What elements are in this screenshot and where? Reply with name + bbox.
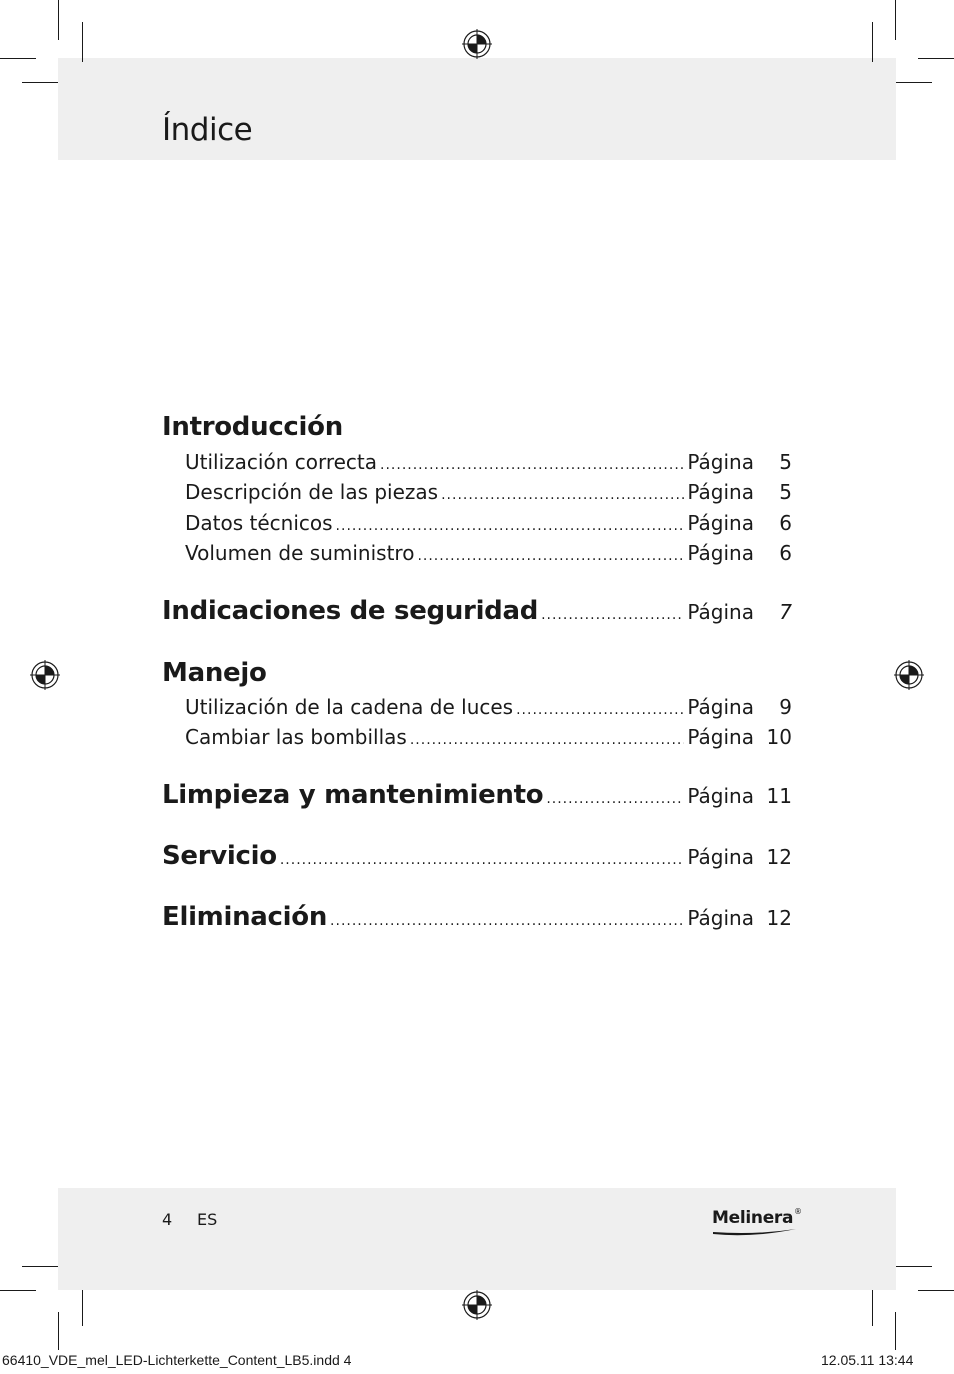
crop-mark-icon	[82, 22, 83, 62]
footer-language: ES	[197, 1210, 218, 1229]
dot-leader	[330, 913, 684, 929]
crop-mark-icon	[895, 0, 896, 40]
dot-leader	[417, 548, 684, 564]
crop-mark-icon	[22, 1266, 58, 1267]
registration-mark-icon	[30, 660, 60, 690]
slug-filename: 66410_VDE_mel_LED-Lichterkette_Content_LB5.indd 4	[2, 1352, 352, 1368]
toc-page-number: 7	[779, 600, 792, 624]
toc-heading-introduccion: Introducción	[162, 412, 343, 442]
toc-page-label: Página	[687, 906, 754, 930]
toc-entry-servicio[interactable]	[162, 841, 792, 881]
toc-page-number: 9	[779, 695, 792, 719]
toc-page-label: Página	[687, 725, 754, 749]
brand-logo	[712, 1208, 802, 1242]
toc-entry-label: Utilización de la cadena de luces	[185, 695, 514, 719]
toc-page-number: 5	[779, 480, 792, 504]
registration-mark-icon	[894, 660, 924, 690]
toc-page-number: 12	[766, 906, 792, 930]
brand-logo-text: Melinera	[712, 1208, 794, 1228]
toc-entry-label: Descripción de las piezas	[185, 480, 439, 504]
toc-page-number: 10	[766, 725, 792, 749]
toc-entry-label: Volumen de suministro	[185, 541, 415, 565]
toc-page-label: Página	[687, 845, 754, 869]
crop-mark-icon	[872, 1290, 873, 1326]
crop-mark-icon	[58, 1312, 59, 1350]
toc-page-label: Página	[687, 511, 754, 535]
toc-page-number: 12	[766, 845, 792, 869]
crop-mark-icon	[895, 1312, 896, 1350]
dot-leader	[541, 607, 684, 623]
crop-mark-icon	[0, 1290, 36, 1291]
toc-page-number: 11	[766, 784, 792, 808]
toc-entry[interactable]	[185, 480, 792, 508]
dot-leader	[441, 487, 684, 503]
footer-page-number: 4	[162, 1210, 173, 1229]
crop-mark-icon	[896, 82, 932, 83]
toc-heading-limpieza: Limpieza y mantenimiento	[162, 780, 544, 810]
dot-leader	[336, 518, 685, 534]
toc-heading-servicio: Servicio	[162, 841, 277, 871]
crop-mark-icon	[82, 1290, 83, 1326]
crop-mark-icon	[872, 22, 873, 62]
toc-entry-limpieza[interactable]	[162, 780, 792, 820]
toc-entry[interactable]	[185, 450, 792, 478]
toc-entry[interactable]	[185, 511, 792, 539]
brand-registered-mark: ®	[794, 1207, 802, 1216]
toc-page-number: 6	[779, 541, 792, 565]
toc-page-number: 6	[779, 511, 792, 535]
crop-mark-icon	[22, 82, 58, 83]
toc-page-label: Página	[687, 480, 754, 504]
toc-heading-manejo: Manejo	[162, 658, 267, 688]
crop-mark-icon	[0, 58, 36, 59]
crop-mark-icon	[58, 0, 59, 40]
crop-mark-icon	[918, 58, 954, 59]
toc-entry-eliminacion[interactable]	[162, 902, 792, 942]
slug-timestamp: 12.05.11 13:44	[821, 1352, 914, 1368]
toc-entry-label: Utilización correcta	[185, 450, 378, 474]
toc-page-label: Página	[687, 695, 754, 719]
toc-entry-label: Datos técnicos	[185, 511, 333, 535]
dot-leader	[410, 732, 685, 748]
toc-page-label: Página	[687, 450, 754, 474]
toc-page-label: Página	[687, 541, 754, 565]
toc-heading-seguridad: Indicaciones de seguridad	[162, 596, 539, 626]
toc-entry[interactable]	[185, 541, 792, 569]
dot-leader	[380, 457, 684, 473]
toc-entry[interactable]	[185, 695, 792, 723]
page-title: Índice	[162, 112, 253, 148]
toc-page-label: Página	[687, 784, 754, 808]
toc-entry-label: Cambiar las bombillas	[185, 725, 407, 749]
dot-leader	[280, 852, 685, 868]
registration-mark-icon	[462, 29, 492, 59]
toc-page-number: 5	[779, 450, 792, 474]
toc-heading-eliminacion: Eliminación	[162, 902, 328, 932]
toc-entry-seguridad[interactable]	[162, 596, 792, 636]
crop-mark-icon	[896, 1266, 932, 1267]
crop-mark-icon	[918, 1290, 954, 1291]
toc-entry[interactable]	[185, 725, 792, 753]
dot-leader	[516, 702, 684, 718]
toc-page-label: Página	[687, 600, 754, 624]
dot-leader	[546, 791, 684, 807]
brand-swoosh-icon	[712, 1228, 798, 1238]
registration-mark-icon	[462, 1290, 492, 1320]
